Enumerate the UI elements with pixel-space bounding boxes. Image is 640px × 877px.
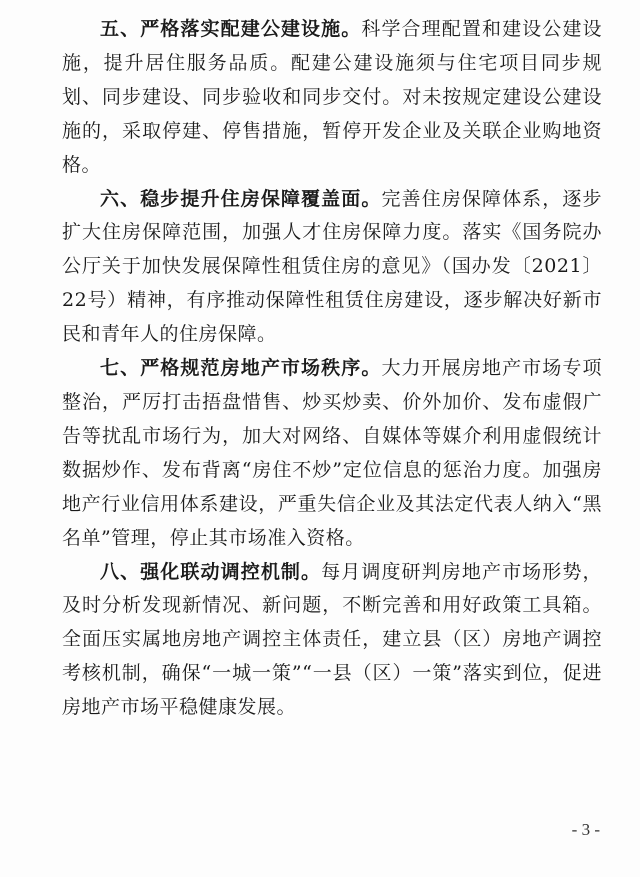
paragraph-8-heading: 八、强化联动调控机制。 (100, 560, 322, 583)
paragraph-6-text: 完善住房保障体系，逐步扩大住房保障范围，加强人才住房保障力度。落实《国务院办公厅关于加快发展保障性租赁住房的意见》（国办发〔2021〕22号）精神，有序推动保障性租赁住房建设，逐步解决好新市民和青年人的住房保障。 (62, 187, 602, 346)
paragraph-5-text: 科学合理配置和建设公建设施，提升居住服务品质。配建公建设施须与住宅项目同步规划、同步建设、同步验收和同步交付。对未按规定建设公建设施的，采取停建、停售措施，暂停开发企业及关联企业购地资格。 (62, 18, 602, 176)
paragraph-7-heading: 七、严格规范房地产市场秩序。 (100, 357, 382, 380)
paragraph-7 (62, 352, 602, 555)
paragraph-6-heading: 六、稳步提升住房保障覆盖面。 (100, 187, 382, 210)
paragraph-8 (62, 556, 602, 726)
document-body (62, 13, 602, 725)
paragraph-6 (62, 183, 602, 353)
paragraph-8-text: 每月调度研判房地产市场形势，及时分析发现新情况、新问题，不断完善和用好政策工具箱。全面压实属地房地产调控主体责任，建立县（区）房地产调控考核机制，确保“一城一策”“一县（区）一策”落实到位，促进房地产市场平稳健康发展。 (62, 560, 602, 719)
paragraph-5-heading: 五、严格落实配建公建设施。 (100, 18, 362, 40)
page-number: - 3 - (571, 820, 600, 839)
paragraph-5 (62, 13, 602, 183)
paragraph-7-text: 大力开展房地产市场专项整治，严厉打击捂盘惜售、炒买炒卖、价外加价、发布虚假广告等扰乱市场行为，加大对网络、自媒体等媒介利用虚假统计数据炒作、发布背离“房住不炒”定位信息的惩治力度。加强房地产行业信用体系建设，严重失信企业及其法定代表人纳入“黑名单”管理，停止其市场准入资格。 (62, 357, 602, 549)
